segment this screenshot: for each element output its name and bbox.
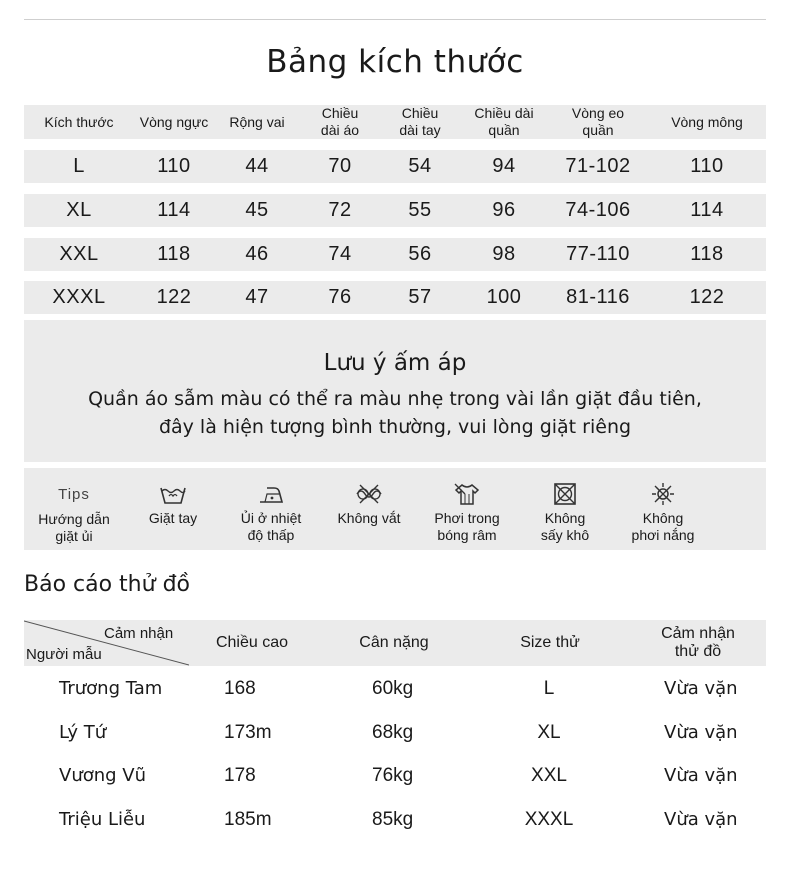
no-tumble-dry-icon [551, 482, 579, 506]
table-cell: 46 [245, 243, 269, 265]
table-cell: 110 [157, 155, 191, 177]
report-title: Báo cáo thử đồ [24, 572, 190, 597]
table-cell: 74-106 [565, 199, 631, 221]
table-row [24, 281, 766, 314]
table-cell: 72 [328, 199, 352, 221]
report-col-size: Size thử [520, 634, 580, 651]
table-row: Trương Tam 168 60kg L Vừa vặn [59, 678, 738, 699]
care-item-no-tumble-dry: Không sấy khô [516, 468, 614, 550]
report-header-corner: Cảm nhận Người mẫu [24, 620, 189, 666]
table-cell: 56 [408, 243, 432, 265]
table-cell: 98 [492, 243, 516, 265]
care-instructions [24, 468, 766, 550]
table-row [24, 194, 766, 227]
table-cell: 96 [492, 199, 516, 221]
wash-tub-icon [159, 482, 187, 506]
tips-heading [24, 468, 124, 550]
note-title: Lưu ý ấm áp [323, 350, 467, 376]
size-table-header [24, 105, 766, 139]
table-cell: 76 [328, 286, 352, 308]
report-table-header [24, 620, 766, 666]
size-col-header: Chiều dài tay [399, 105, 441, 138]
care-item-hand-wash: Giặt tay [124, 468, 222, 550]
size-col-header: Vòng mông [671, 113, 743, 130]
note-line-2: đây là hiện tượng bình thường, vui lòng giặt riêng [158, 416, 632, 438]
size-col-header: Kích thước [44, 113, 114, 130]
table-cell: 70 [328, 155, 352, 177]
note-line-1: Quần áo sẫm màu có thể ra màu nhẹ trong vài lần giặt đầu tiên, [88, 388, 702, 410]
table-cell: 77-110 [566, 243, 630, 265]
table-cell: XXXL [52, 286, 106, 308]
table-row [24, 150, 766, 183]
table-cell: 81-116 [566, 286, 630, 308]
table-cell: 118 [157, 243, 191, 265]
no-wring-icon [355, 482, 383, 506]
table-cell: XXL [59, 243, 99, 265]
table-cell: 54 [408, 155, 432, 177]
table-cell: 47 [245, 286, 269, 308]
table-cell: 122 [689, 286, 725, 308]
size-col-header: Rộng vai [229, 113, 285, 130]
table-row: Triệu Liễu 185m 85kg XXXL Vừa vặn [59, 809, 738, 830]
table-cell: 110 [690, 155, 724, 177]
table-cell: 57 [408, 286, 432, 308]
size-col-header: Chiều dài quần [474, 105, 534, 138]
top-divider [24, 19, 766, 20]
table-cell: 74 [328, 243, 352, 265]
table-row [24, 238, 766, 271]
table-row: Lý Tứ 173m 68kg XL Vừa vặn [59, 722, 738, 743]
report-col-feel: Cảm nhận thử đồ [661, 625, 735, 660]
page-title: Bảng kích thước [266, 44, 524, 80]
size-col-header: Vòng ngực [139, 113, 209, 130]
care-note [24, 320, 766, 462]
no-sun-dry-icon [649, 482, 677, 506]
table-row: Vương Vũ 178 76kg XXL Vừa vặn [59, 765, 738, 786]
table-cell: 118 [690, 243, 724, 265]
size-col-header: Chiều dài áo [320, 105, 360, 138]
report-col-height: Chiều cao [215, 634, 289, 651]
table-cell: 44 [245, 155, 269, 177]
care-item-iron-low: Ủi ở nhiệt độ thấp [222, 468, 320, 550]
tips-title: Tips [58, 486, 90, 503]
table-cell: 114 [690, 199, 724, 221]
table-cell: 45 [245, 199, 269, 221]
tips-label: Hướng dẫn giặt ủi [38, 511, 110, 544]
table-cell: XL [66, 199, 92, 221]
shade-dry-icon [453, 482, 481, 506]
table-cell: 122 [156, 286, 192, 308]
table-cell: 94 [492, 155, 516, 177]
table-cell: 114 [157, 199, 191, 221]
table-cell: 71-102 [565, 155, 631, 177]
report-col-weight: Cân nặng [359, 634, 429, 651]
care-item-shade-dry: Phơi trong bóng râm [418, 468, 516, 550]
table-cell: L [73, 155, 85, 177]
iron-low-icon [257, 482, 285, 506]
care-item-no-wring: Không vắt [320, 468, 418, 550]
size-col-header: Vòng eo quần [571, 105, 625, 138]
care-item-no-sun-dry: Không phơi nắng [614, 468, 712, 550]
table-cell: 55 [408, 199, 432, 221]
table-cell: 100 [486, 286, 522, 308]
